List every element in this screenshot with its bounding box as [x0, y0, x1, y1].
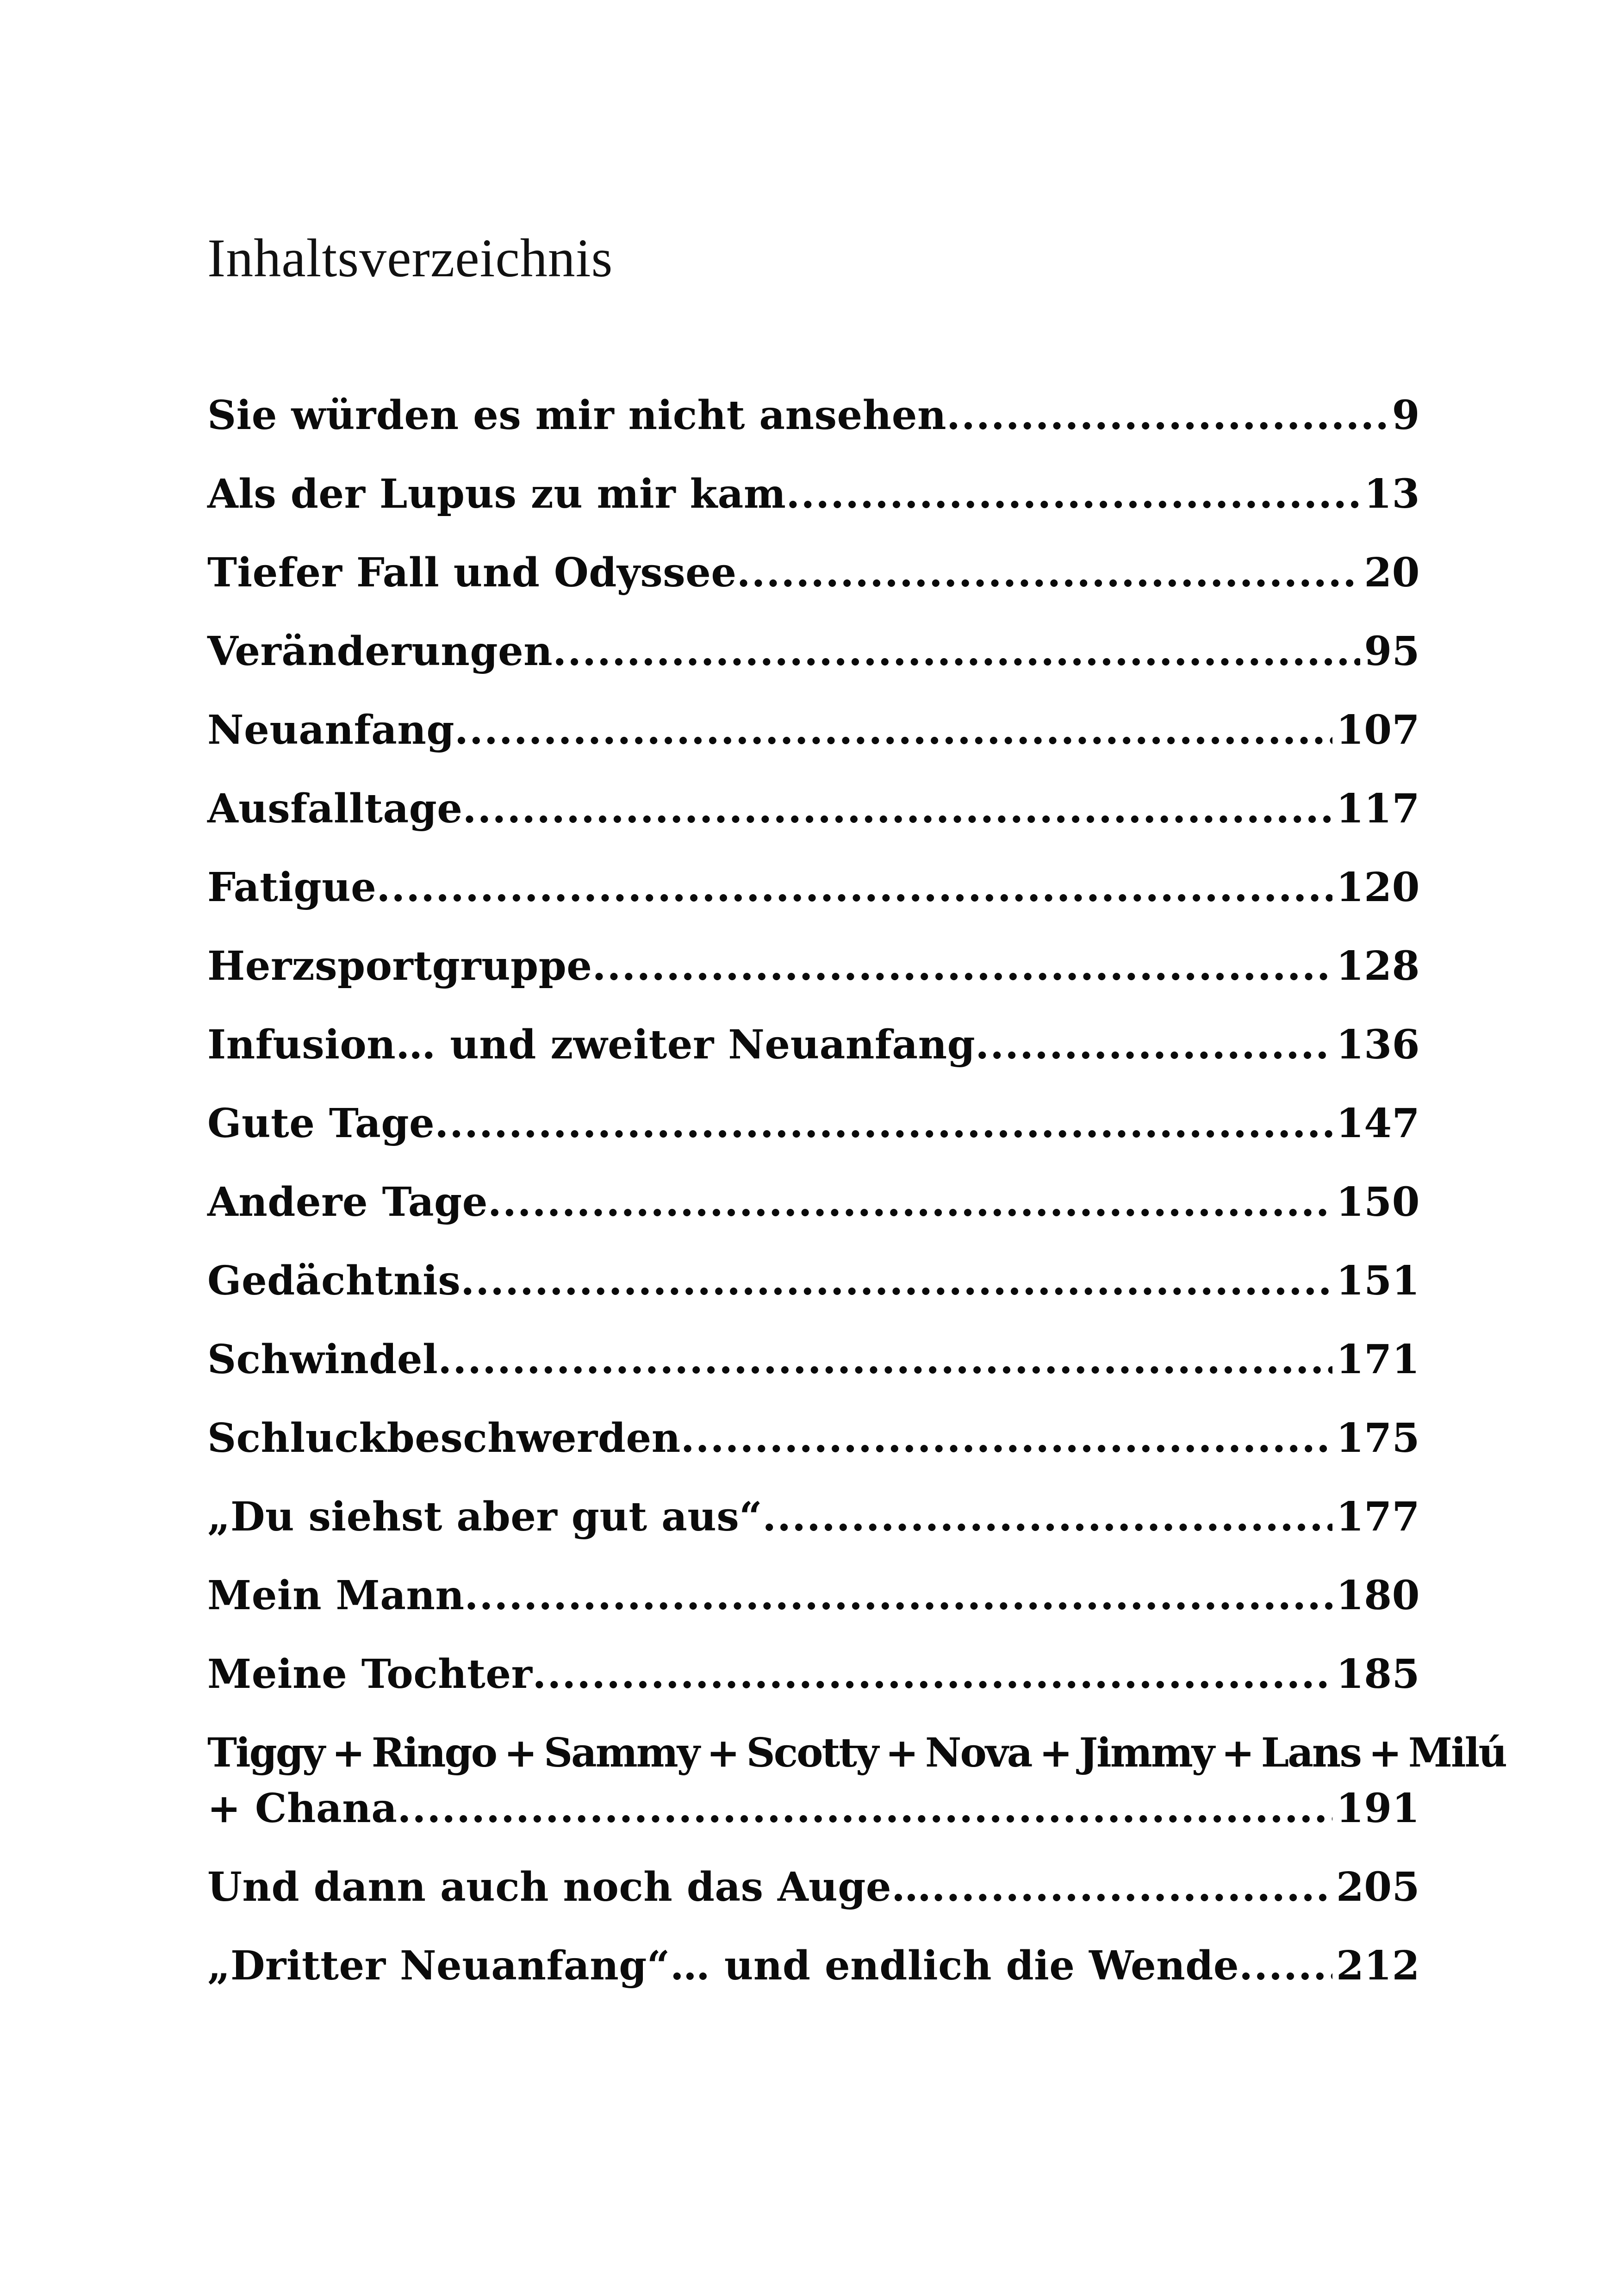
dot-leader — [461, 1253, 1332, 1309]
toc-entry — [207, 545, 1420, 624]
toc-entry-title: Ausfalltage — [207, 785, 463, 832]
toc-entry-page: 128 — [1336, 943, 1420, 989]
toc-entry-title: Infusion… und zweiter Neuanfang — [207, 1021, 976, 1068]
dot-leader — [463, 781, 1332, 837]
toc-entry — [207, 939, 1420, 1017]
toc-entry-title: Und dann auch noch das Auge… — [207, 1864, 932, 1910]
toc-entry-page: 177 — [1336, 1493, 1420, 1540]
toc-entry — [207, 467, 1420, 545]
toc-entry-title: Gute Tage — [207, 1100, 435, 1147]
toc-entry-title: Schluckbeschwerden — [207, 1415, 681, 1462]
toc-entry — [207, 1096, 1420, 1175]
toc-entry — [207, 1175, 1420, 1253]
toc-entry — [207, 781, 1420, 860]
toc-entry-page: 175 — [1336, 1415, 1420, 1462]
toc-entry-page: 9 — [1392, 392, 1420, 439]
toc-entry — [207, 1017, 1420, 1096]
toc-entry-title: Tiefer Fall und Odyssee — [207, 549, 737, 596]
toc-entry-title-line2: + Chana — [207, 1785, 398, 1832]
toc-entry-page: 120 — [1336, 864, 1420, 911]
toc-entry — [207, 1938, 1420, 2017]
toc-entry-title: Schwindel — [207, 1336, 438, 1383]
toc-entry-page: 150 — [1336, 1179, 1420, 1226]
toc-entry-title: Als der Lupus zu mir kam — [207, 471, 786, 517]
toc-entry-page: 117 — [1336, 785, 1420, 832]
toc-entry-page: 107 — [1336, 707, 1420, 753]
dot-leader — [454, 703, 1332, 758]
toc-entry-title: Fatigue — [207, 864, 377, 911]
toc-entry — [207, 703, 1420, 781]
toc-entry — [207, 624, 1420, 703]
dot-leader — [946, 388, 1388, 443]
toc-entry-title: Andere Tage — [207, 1179, 488, 1226]
toc-entry — [207, 1860, 1420, 1938]
toc-entry-page: 205 — [1336, 1864, 1420, 1910]
dot-leader — [592, 939, 1332, 994]
toc-entry-title: Mein Mann — [207, 1572, 465, 1619]
toc-entry-title: Neuanfang — [207, 707, 454, 753]
toc-heading: Inhaltsverzeichnis — [207, 228, 613, 288]
dot-leader — [465, 1568, 1332, 1624]
toc-entry — [207, 860, 1420, 939]
toc-entry-title: Veränderungen — [207, 628, 553, 675]
dot-leader — [786, 467, 1360, 522]
toc-entry-page: 180 — [1336, 1572, 1420, 1619]
toc-entry-page: 185 — [1336, 1651, 1420, 1698]
toc-entry — [207, 1411, 1420, 1489]
toc-entry-page: 191 — [1336, 1785, 1420, 1832]
toc-entry — [207, 388, 1420, 467]
dot-leader — [1239, 1938, 1332, 1994]
toc-entry-page: 136 — [1336, 1021, 1420, 1068]
dot-leader — [932, 1860, 1332, 1915]
toc-entry-page: 212 — [1336, 1942, 1420, 1989]
dot-leader — [435, 1096, 1332, 1151]
toc-entry — [207, 1647, 1420, 1725]
dot-leader — [532, 1647, 1332, 1702]
toc-entry — [207, 1253, 1420, 1332]
dot-leader — [681, 1411, 1332, 1466]
toc-entry-title: Meine Tochter — [207, 1651, 533, 1698]
toc-entry-title-line1: Tiggy + Ringo + Sammy + Scotty + Nova + Jimmy + Lans + Milú — [207, 1730, 1506, 1776]
toc-list — [207, 388, 1506, 2017]
toc-entry-page: 171 — [1336, 1336, 1420, 1383]
toc-entry-page: 95 — [1364, 628, 1420, 675]
dot-leader — [438, 1332, 1332, 1388]
toc-entry-title: „Du siehst aber gut aus“ — [207, 1493, 763, 1540]
toc-entry-page: 151 — [1336, 1257, 1420, 1304]
dot-leader — [488, 1175, 1332, 1230]
toc-entry-page: 147 — [1336, 1100, 1420, 1147]
toc-entry-title: „Dritter Neuanfang“… und endlich die Wende — [207, 1942, 1239, 1989]
toc-entry — [207, 1332, 1420, 1411]
toc-entry-title: Gedächtnis — [207, 1257, 461, 1304]
toc-entry — [207, 1489, 1420, 1568]
dot-leader — [737, 545, 1361, 601]
toc-entry-page: 13 — [1364, 471, 1420, 517]
toc-entry-title: Herzsportgruppe — [207, 943, 592, 989]
dot-leader — [376, 860, 1332, 915]
toc-entry — [207, 1725, 1506, 1860]
dot-leader — [553, 624, 1360, 679]
dot-leader — [975, 1017, 1332, 1073]
dot-leader — [397, 1781, 1332, 1836]
toc-entry-title: Sie würden es mir nicht ansehen — [207, 392, 947, 439]
dot-leader — [762, 1489, 1332, 1545]
toc-entry — [207, 1568, 1420, 1647]
toc-entry-page: 20 — [1364, 549, 1420, 596]
